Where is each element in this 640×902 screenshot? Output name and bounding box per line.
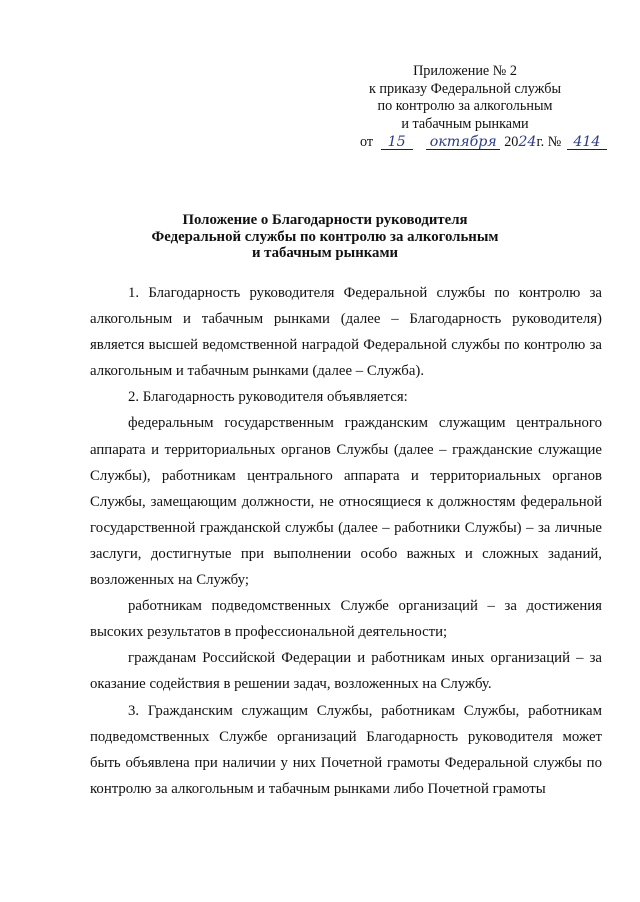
paragraph-2: 2. Благодарность руководителя объявляется:: [128, 389, 408, 406]
annex-line-4: и табачным рынками: [401, 115, 529, 132]
handwritten-month: октября: [426, 135, 500, 150]
handwritten-day: 15: [381, 135, 413, 150]
order-date-line: [360, 133, 600, 151]
document-body: [90, 280, 602, 802]
paragraph-6: 3. Гражданским служащим Службы, работникам Службы, работникам подведомственных Службе организаций Благодарность руководителя может быть объявлена при наличии у них Почетной грамоты Федеральной службы по контролю за алкогольным и табачным рынками либо Почетной грамоты: [90, 702, 602, 797]
title-line-3: и табачным рынками: [251, 245, 399, 261]
title-line-1: Положение о Благодарности руководителя: [182, 212, 468, 228]
annex-line-2: к приказу Федеральной службы: [368, 80, 561, 97]
paragraph-5: гражданам Российской Федерации и работникам иных организаций – за оказание содействия в решении задач, возложенных на Службу.: [90, 650, 602, 693]
handwritten-year: 24: [518, 134, 537, 150]
annex-line-3: по контролю за алкогольным: [377, 98, 553, 114]
paragraph-1: 1. Благодарность руководителя Федеральной службы по контролю за алкогольным и табачным рынками (далее – Благодарность руководителя) является высшей ведомственной наградой Федеральной службы по контролю за алкогольным и табачным рынками (далее – Служба).: [90, 285, 602, 380]
document-title: [100, 212, 550, 262]
title-line-2: Федеральной службы по контролю за алкогольным: [151, 228, 499, 245]
paragraph-4: работникам подведомственных Службе организаций – за достижения высоких результатов в профессиональной деятельности;: [90, 598, 602, 641]
date-prefix: от: [360, 134, 374, 150]
handwritten-order-number: 414: [567, 135, 607, 150]
annex-line-1: Приложение № 2: [413, 63, 517, 79]
paragraph-3: федеральным государственным гражданским служащим центрального аппарата и территориальных органов Службы (далее – гражданские служащие Службы), работникам центрального аппарата и территориальных органов Службы, замещающим должности, не относящиеся к должностям федеральной государственной гражданской службы (далее – работники Службы) – за личные заслуги, достигнутые при выполнении особо важных и сложных заданий, возложенных на Службу;: [90, 415, 602, 589]
year-suffix: г. №: [536, 134, 562, 150]
year-prefix: 20: [504, 134, 519, 150]
annex-header: [340, 63, 590, 133]
